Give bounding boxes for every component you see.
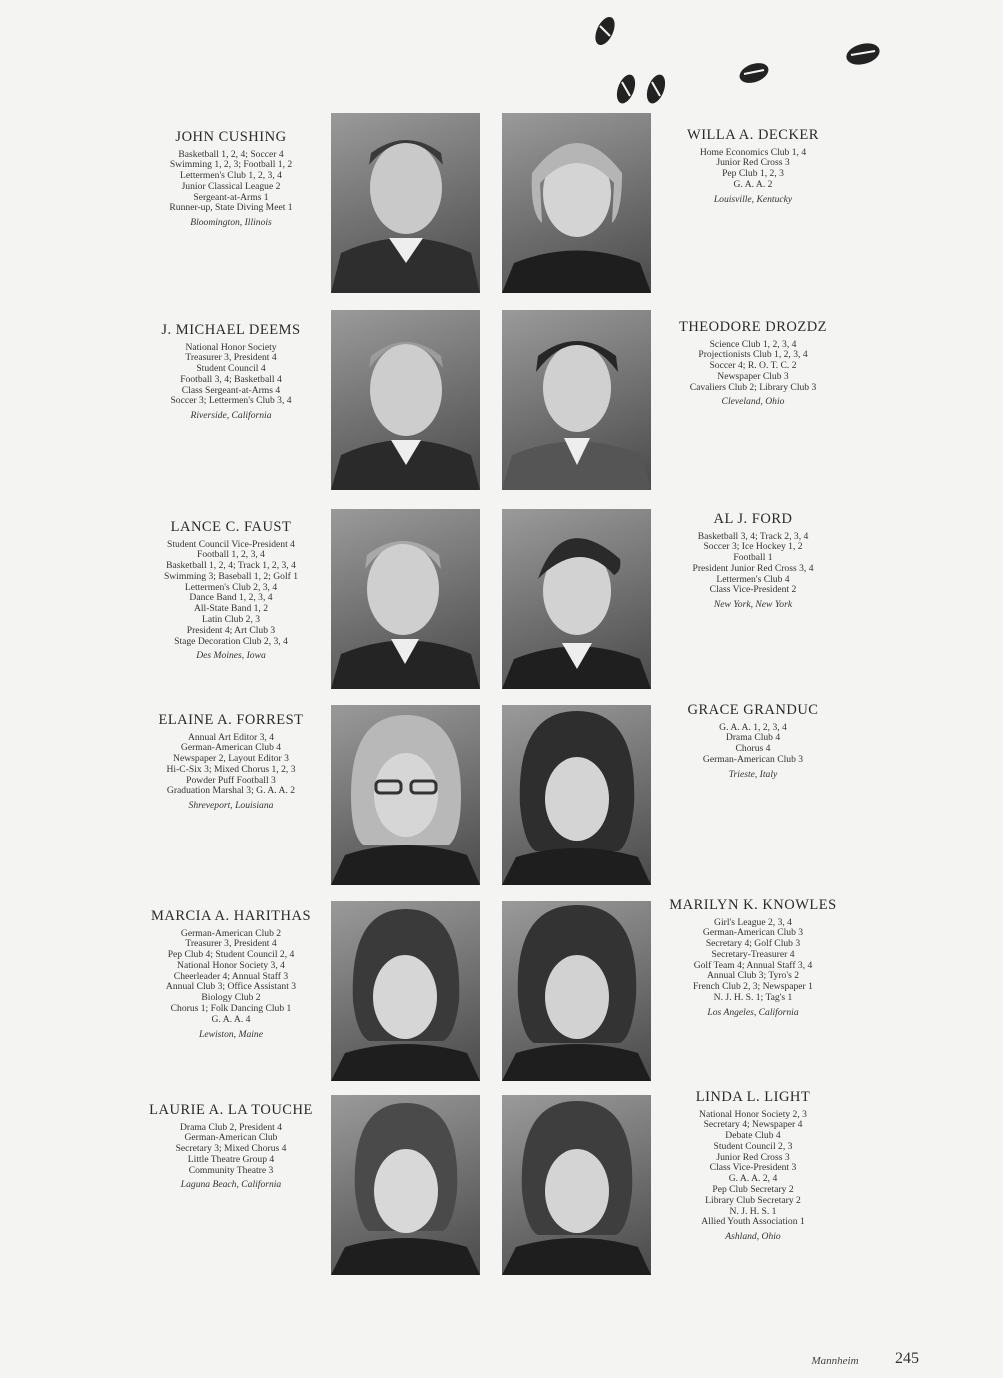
activity-line: Dance Band 1, 2, 3, 4 (189, 592, 273, 604)
student-name: GRACE GRANDUC (687, 702, 819, 718)
student-hometown: New York, New York (713, 599, 793, 611)
activity-line: Basketball 1, 2, 4; Soccer 4 (178, 148, 284, 160)
student-portrait (502, 1095, 651, 1275)
activity-line: Swimming 3; Baseball 1, 2; Golf 1 (163, 570, 299, 582)
page-number: 245 (895, 1350, 919, 1367)
activity-line: National Honor Society 2, 3 (699, 1108, 807, 1120)
student-portrait (331, 310, 480, 490)
activity-line: Debate Club 4 (725, 1130, 781, 1142)
activity-line: G. A. A. 1, 2, 3, 4 (719, 721, 787, 733)
activity-line: German-American Club (184, 1132, 278, 1144)
student-bio (131, 713, 331, 811)
activity-line: Chorus 1; Folk Dancing Club 1 (170, 1003, 292, 1015)
activity-line: Graduation Marshal 3; G. A. A. 2 (166, 785, 296, 797)
activity-line: Home Economics Club 1, 4 (699, 146, 807, 158)
student-hometown: Ashland, Ohio (725, 1231, 781, 1243)
student-hometown: Shreveport, Louisiana (188, 800, 274, 812)
activity-line: Annual Club 3; Office Assistant 3 (165, 981, 297, 993)
student-portrait (331, 509, 480, 689)
activity-line: German-American Club 2 (180, 927, 282, 939)
activity-line: Projectionists Club 1, 2, 3, 4 (698, 349, 808, 361)
activity-line: Newspaper Club 3 (717, 370, 789, 382)
student-portrait (331, 705, 480, 885)
activity-line: Treasurer 3, President 4 (185, 938, 277, 950)
student-portrait (502, 901, 651, 1081)
activity-line: Class Vice-President 3 (709, 1162, 797, 1174)
activity-line: German-American Club 3 (702, 927, 804, 939)
activity-line: German-American Club 3 (702, 753, 804, 765)
activity-line: Annual Art Editor 3, 4 (187, 731, 275, 743)
activity-line: President Junior Red Cross 3, 4 (692, 562, 814, 574)
activity-line: Secretary 4; Golf Club 3 (705, 938, 801, 950)
student-hometown: Des Moines, Iowa (196, 650, 266, 662)
activity-line: Library Club Secretary 2 (705, 1194, 801, 1206)
student-bio (655, 128, 851, 204)
activity-line: Runner-up, State Diving Meet 1 (169, 202, 293, 214)
activity-line: N. J. H. S. 1 (729, 1205, 777, 1217)
activity-line: Junior Classical League 2 (181, 180, 281, 192)
student-name: LAURIE A. LA TOUCHE (149, 1102, 313, 1118)
activity-line: Student Council 2, 3 (713, 1140, 793, 1152)
activity-line: Cavaliers Club 2; Library Club 3 (689, 381, 817, 393)
activity-line: Football 3, 4; Basketball 4 (180, 373, 282, 385)
activity-line: Soccer 3; Lettermen's Club 3, 4 (170, 395, 292, 407)
student-name: LINDA L. LIGHT (695, 1089, 811, 1105)
activity-line: Lettermen's Club 2, 3, 4 (184, 581, 278, 593)
activity-line: Sergeant-at-Arms 1 (193, 191, 269, 203)
student-name: JOHN CUSHING (175, 129, 287, 145)
activity-line: Hi-C-Six 3; Mixed Chorus 1, 2, 3 (166, 763, 296, 775)
activity-line: Little Theatre Group 4 (187, 1153, 275, 1165)
activity-line: National Honor Society 3, 4 (177, 959, 285, 971)
activity-line: N. J. H. S. 1; Tag's 1 (713, 992, 793, 1004)
student-bio (655, 320, 851, 407)
student-name: LANCE C. FAUST (170, 519, 292, 535)
student-portrait (502, 705, 651, 885)
student-name: AL J. FORD (713, 511, 793, 527)
football-mark-icon (842, 38, 884, 70)
activity-line: Basketball 1, 2, 4; Track 1, 2, 3, 4 (166, 560, 296, 572)
student-hometown: Trieste, Italy (728, 768, 778, 780)
activity-line: Chorus 4 (735, 743, 771, 755)
activity-line: Secretary 4; Newspaper 4 (703, 1119, 803, 1131)
activity-line: Junior Red Cross 3 (716, 157, 790, 169)
activity-line: Football 1 (733, 552, 773, 564)
activity-line: Drama Club 4 (725, 732, 781, 744)
activity-line: French Club 2, 3; Newspaper 1 (693, 981, 813, 993)
student-bio (131, 130, 331, 228)
activity-line: Football 1, 2, 3, 4 (197, 549, 265, 561)
student-bio (131, 323, 331, 421)
student-portrait (331, 113, 480, 293)
activity-line: Lettermen's Club 4 (716, 573, 790, 585)
activity-line: Pep Club 4; Student Council 2, 4 (167, 949, 295, 961)
activity-line: Pep Club Secretary 2 (712, 1184, 794, 1196)
activity-line: All-State Band 1, 2 (193, 603, 269, 615)
activity-line: Powder Puff Football 3 (186, 774, 276, 786)
activity-line: President 4; Art Club 3 (186, 624, 276, 636)
student-name: ELAINE A. FORREST (158, 712, 304, 728)
activity-line: Class Sergeant-at-Arms 4 (181, 384, 281, 396)
activity-line: Junior Red Cross 3 (716, 1151, 790, 1163)
activity-line: Student Council 4 (196, 363, 266, 375)
activity-line: Soccer 4; R. O. T. C. 2 (709, 360, 797, 372)
activity-line: Pep Club 1, 2, 3 (722, 168, 784, 180)
student-portrait (502, 113, 651, 293)
student-bio (131, 909, 331, 1039)
student-name: THEODORE DROZDZ (678, 319, 828, 335)
student-name: MARCIA A. HARITHAS (150, 908, 312, 924)
student-hometown: Lewiston, Maine (199, 1028, 263, 1040)
activity-line: G. A. A. 2, 4 (728, 1173, 778, 1185)
student-bio (131, 520, 331, 661)
activity-line: Girl's League 2, 3, 4 (714, 916, 792, 928)
student-name: J. MICHAEL DEEMS (161, 322, 301, 338)
football-mark-icon (612, 72, 672, 106)
student-portrait (502, 310, 651, 490)
student-hometown: Bloomington, Illinois (190, 217, 272, 229)
activity-line: Allied Youth Association 1 (701, 1216, 805, 1228)
activity-line: Class Vice-President 2 (709, 584, 797, 596)
student-bio (131, 1103, 331, 1190)
football-mark-icon (590, 14, 620, 48)
activity-line: Swimming 1, 2, 3; Football 1, 2 (169, 159, 293, 171)
student-hometown: Cleveland, Ohio (721, 396, 785, 408)
activity-line: Science Club 1, 2, 3, 4 (709, 338, 797, 350)
activity-line: Stage Decoration Club 2, 3, 4 (174, 635, 288, 647)
footer-school-name: Mannheim (811, 1355, 859, 1367)
student-bio (655, 898, 851, 1017)
activity-line: Annual Club 3; Tyro's 2 (706, 970, 800, 982)
activity-line: Cheerleader 4; Annual Staff 3 (173, 970, 289, 982)
student-portrait (331, 901, 480, 1081)
activity-line: Treasurer 3, President 4 (185, 352, 277, 364)
student-hometown: Laguna Beach, California (180, 1179, 282, 1191)
activity-line: Soccer 3; Ice Hockey 1, 2 (703, 541, 803, 553)
activity-line: Lettermen's Club 1, 2, 3, 4 (180, 170, 282, 182)
student-bio (655, 1090, 851, 1242)
student-hometown: Los Angeles, California (707, 1006, 799, 1018)
student-bio (655, 703, 851, 779)
activity-line: Student Council Vice-President 4 (167, 538, 295, 550)
student-name: WILLA A. DECKER (687, 127, 819, 143)
student-portrait (331, 1095, 480, 1275)
activity-line: Golf Team 4; Annual Staff 3, 4 (693, 959, 813, 971)
activity-line: G. A. A. 4 (211, 1013, 251, 1025)
activity-line: Latin Club 2, 3 (201, 614, 261, 626)
activity-line: German-American Club 4 (180, 742, 282, 754)
activity-line: Basketball 3, 4; Track 2, 3, 4 (697, 530, 809, 542)
activity-line: Secretary-Treasurer 4 (711, 948, 795, 960)
student-hometown: Louisville, Kentucky (713, 193, 793, 205)
activity-line: Biology Club 2 (201, 992, 261, 1004)
activity-line: Community Theatre 3 (188, 1164, 274, 1176)
activity-line: Drama Club 2, President 4 (179, 1121, 283, 1133)
student-hometown: Riverside, California (190, 410, 272, 422)
football-mark-icon (736, 58, 772, 88)
activity-line: Secretary 3; Mixed Chorus 4 (175, 1143, 287, 1155)
activity-line: G. A. A. 2 (733, 178, 773, 190)
student-portrait (502, 509, 651, 689)
activity-line: Newspaper 2, Layout Editor 3 (173, 753, 289, 765)
activity-line: National Honor Society (185, 341, 277, 353)
student-name: MARILYN K. KNOWLES (669, 897, 837, 913)
student-bio (655, 512, 851, 610)
